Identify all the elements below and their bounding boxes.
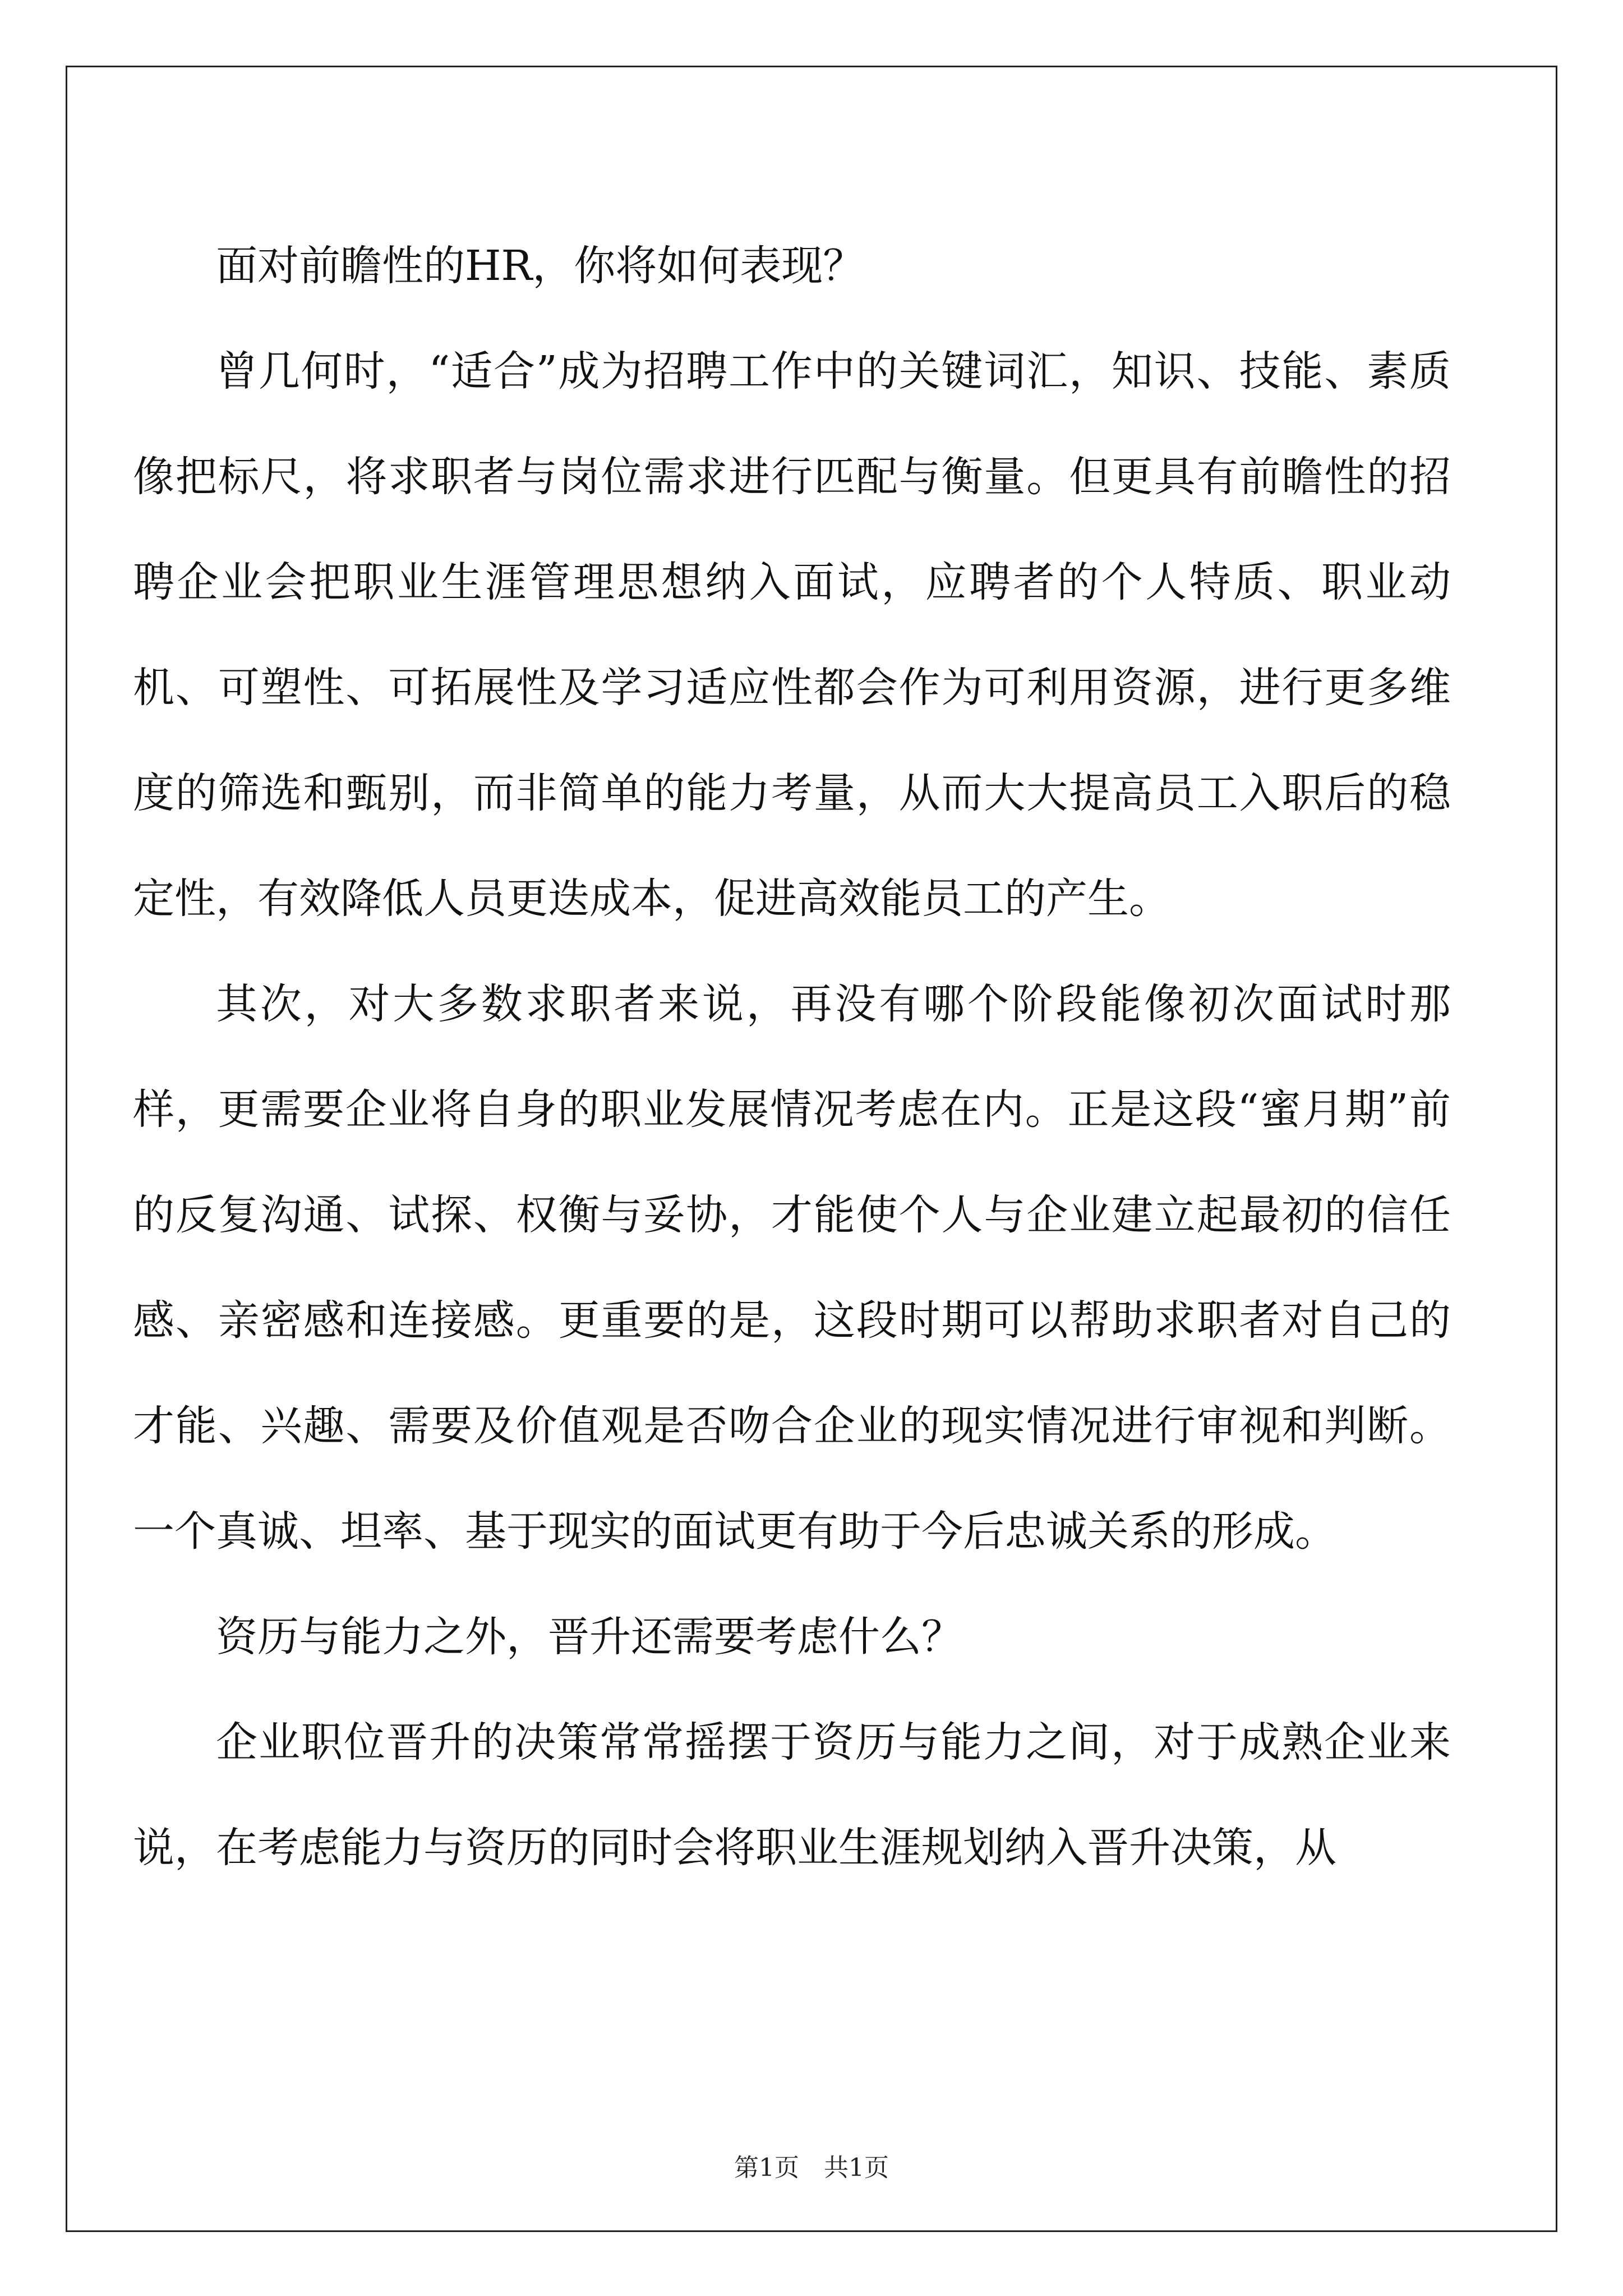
paragraph-heading-2: 资历与能力之外，晋升还需要考虑什么？ bbox=[216, 1613, 963, 1661]
paragraph-2: 其次，对大多数求职者来说，再没有哪个阶段能像初次面试时那样，更需要企业将自身的职业发展情况考虑在内。正是这段“蜜月期”前的反复沟通、试探、权衡与妥协，才能使个人与企业建立起最初的信任感、亲密感和连接感。更重要的是，这段时期可以帮助求职者对自己的才能、兴趣、需要及价值观是否吻合企业的现实情况进行审视和判断。一个真诚、坦率、基于现实的面试更有助于今后忠诚关系的形成。 bbox=[133, 980, 1451, 1556]
paragraph-1: 曾几何时，“适合”成为招聘工作中的关键词汇，知识、技能、素质像把标尺，将求职者与岗位需求进行匹配与衡量。但更具有前瞻性的招聘企业会把职业生涯管理思想纳入面试，应聘者的个人特质、职业动机、可塑性、可拓展性及学习适应性都会作为可利用资源，进行更多维度的筛选和甄别，而非简单的能力考量，从而大大提高员工入职后的稳定性，有效降低人员更迭成本，促进高效能员工的产生。 bbox=[133, 347, 1451, 923]
paragraph-3: 企业职位晋升的决策常常摇摆于资历与能力之间，对于成熟企业来说，在考虑能力与资历的同时会将职业生涯规划纳入晋升决策，从 bbox=[133, 1718, 1451, 1872]
page-footer: 第1页 共1页 bbox=[734, 2154, 889, 2182]
paragraph-heading-1: 面对前瞻性的HR，你将如何表现？ bbox=[216, 242, 865, 290]
document-body bbox=[133, 213, 1451, 1901]
